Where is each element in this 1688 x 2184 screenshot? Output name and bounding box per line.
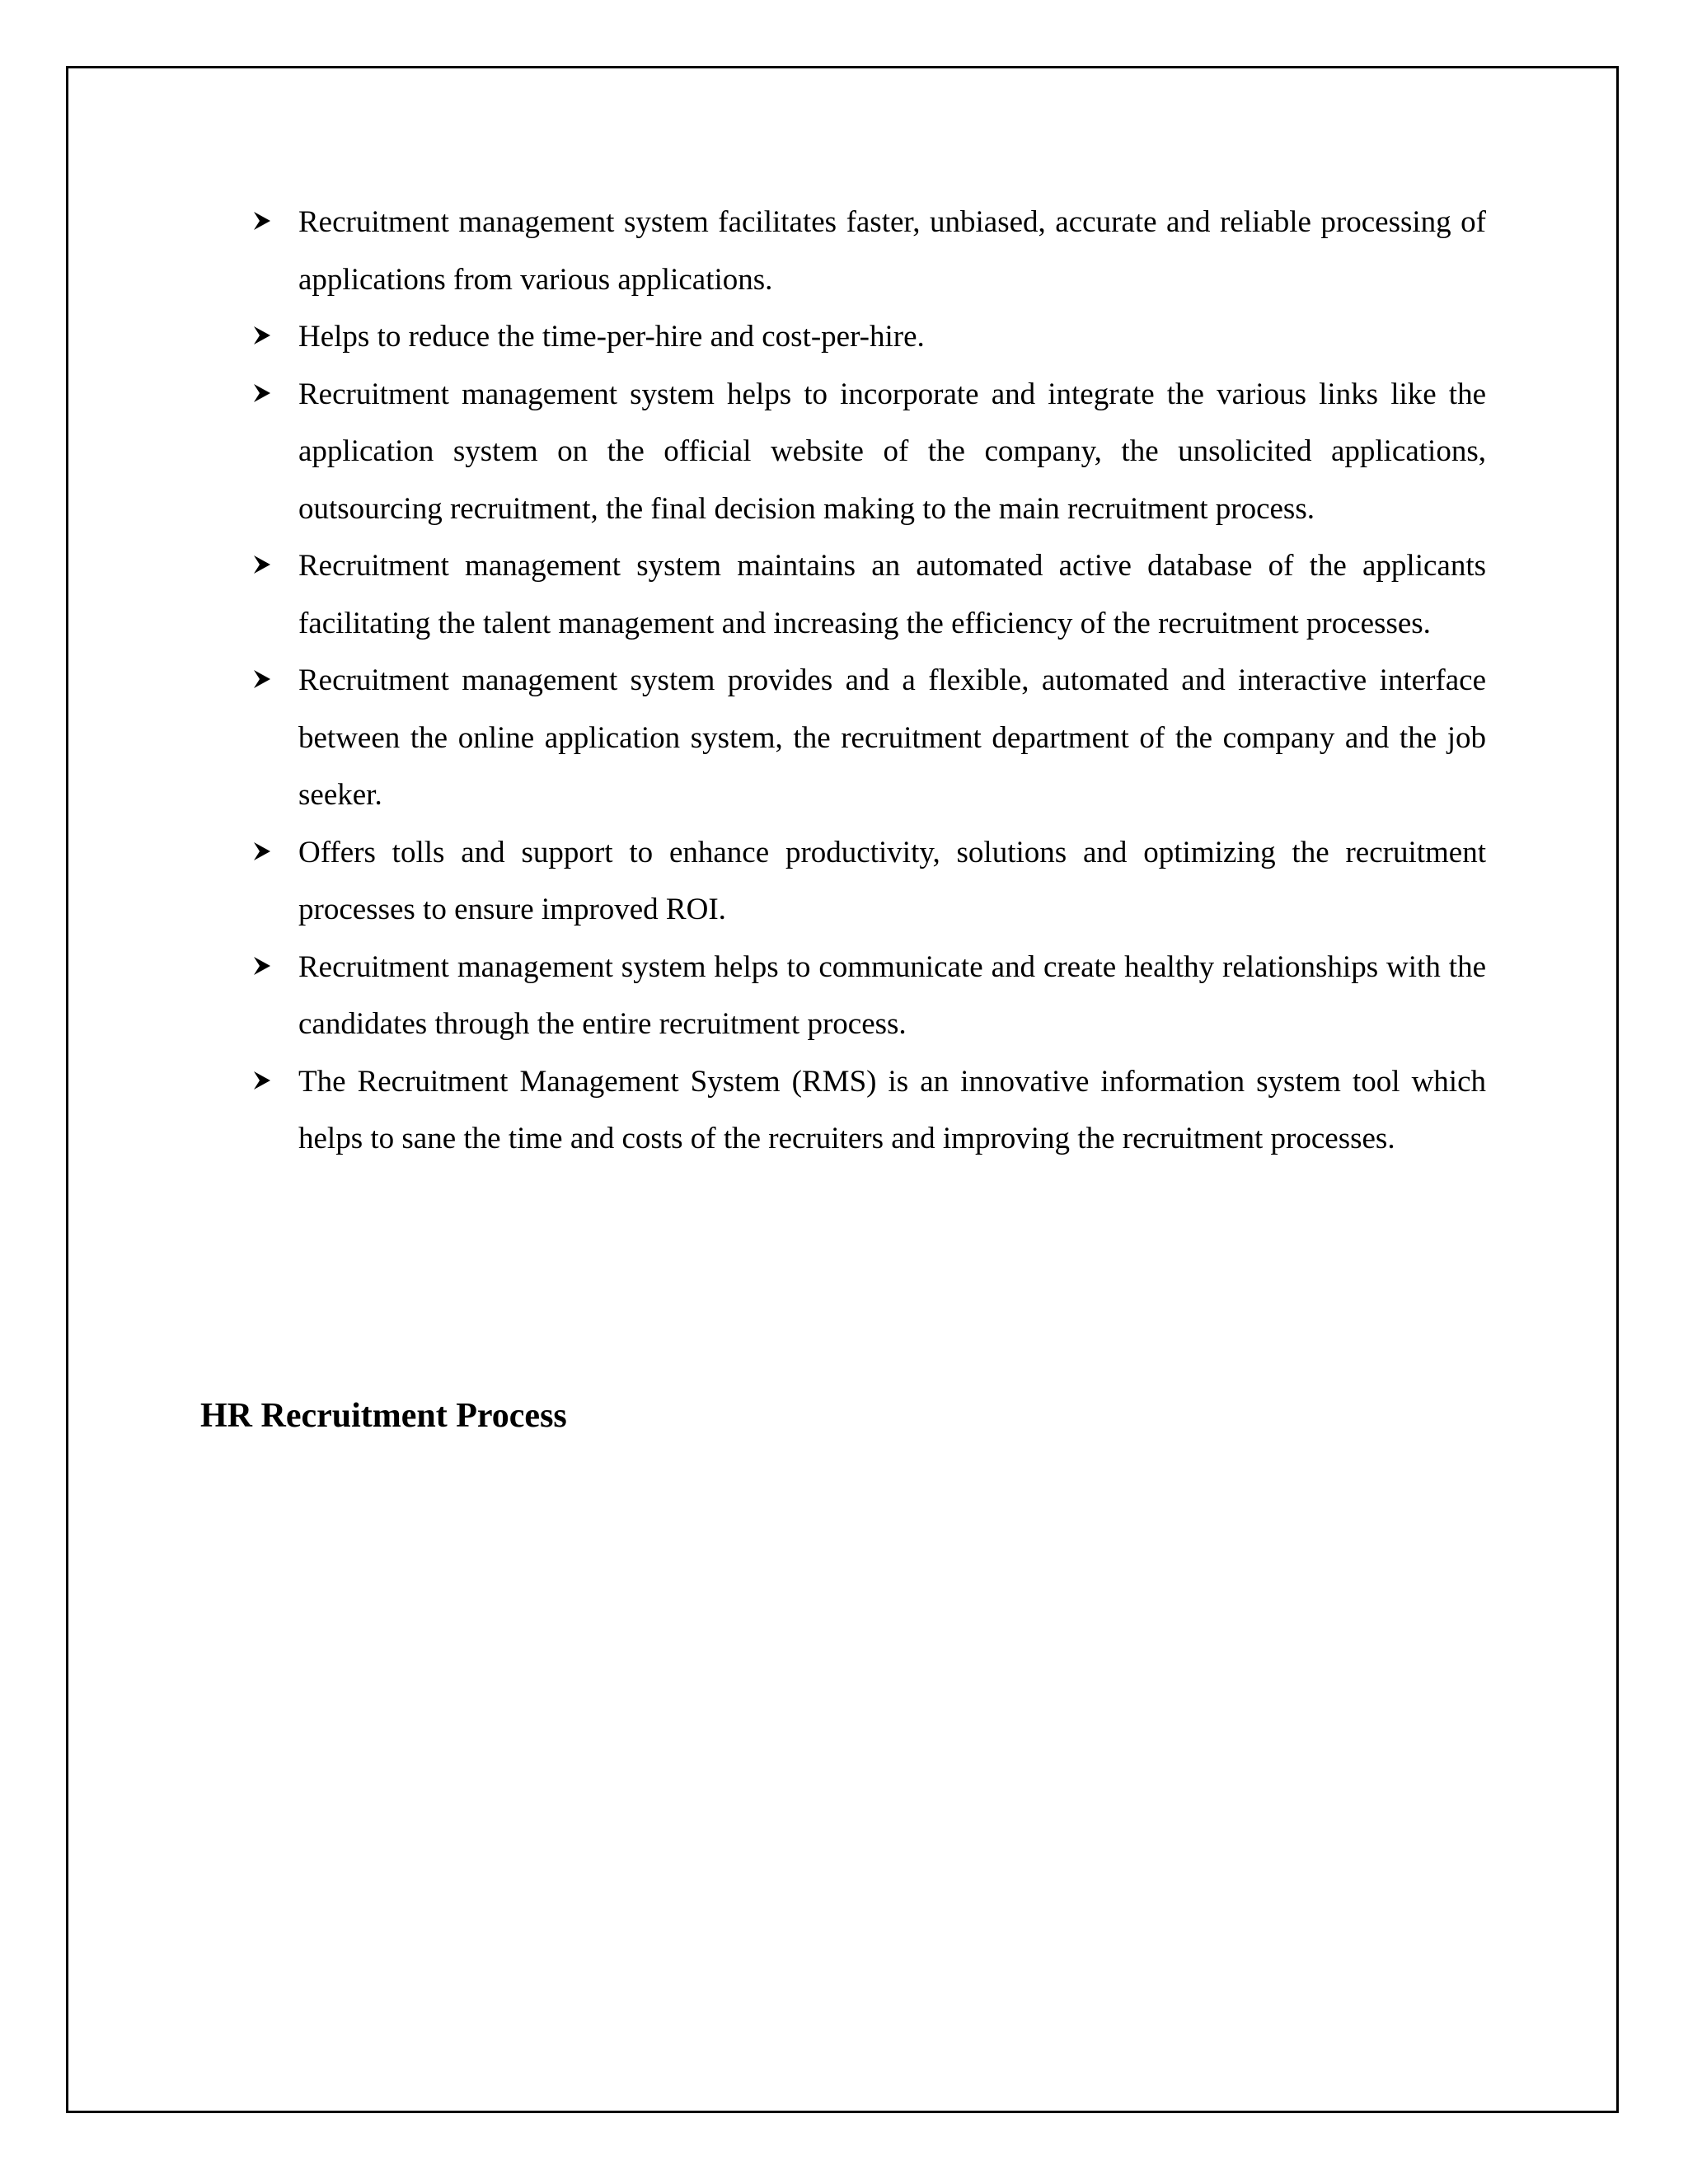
arrowhead-bullet-icon [251,939,281,996]
bullet-text: Recruitment management system facilitates faster, unbiased, accurate and reliable processing of applications from various applications. [298,205,1486,297]
bullet-text: Recruitment management system helps to communicate and create healthy relationships with the candidates through the entire recruitment process. [298,949,1486,1041]
bullet-text: The Recruitment Management System (RMS) is an innovative information system tool which helps to sane the time and costs of the recruiters and improving the recruitment processes. [298,1064,1486,1155]
arrowhead-bullet-icon [251,824,281,882]
list-item [251,308,1486,366]
bullet-text: Recruitment management system maintains an automated active database of the applicants facilitating the talent management and increasing the efficiency of the recruitment processes. [298,549,1486,640]
bullet-text: Helps to reduce the time-per-hire and cost-per-hire. [298,320,925,354]
arrowhead-bullet-icon [251,366,281,424]
arrowhead-bullet-icon [251,194,281,251]
bullet-text: Offers tolls and support to enhance productivity, solutions and optimizing the recruitment processes to ensure improved ROI. [298,835,1486,926]
list-item [251,939,1486,1053]
bullet-text: Recruitment management system provides and a flexible, automated and interactive interface between the online application system, the recruitment department of the company and the job seeker. [298,663,1486,812]
arrowhead-bullet-icon [251,537,281,595]
arrowhead-bullet-icon [251,308,281,366]
list-item [251,537,1486,652]
list-item [251,652,1486,824]
bullet-list [251,194,1486,1168]
list-item [251,366,1486,538]
list-item [251,194,1486,308]
list-item [251,1053,1486,1168]
arrowhead-bullet-icon [251,1053,281,1111]
section-heading: HR Recruitment Process [200,1397,567,1435]
bullet-text: Recruitment management system helps to incorporate and integrate the various links like the application system on the official website of the company, the unsolicited applications, outsourcing recruitment, the final decision making to the main recruitment process. [298,377,1486,526]
arrowhead-bullet-icon [251,652,281,710]
list-item [251,824,1486,939]
